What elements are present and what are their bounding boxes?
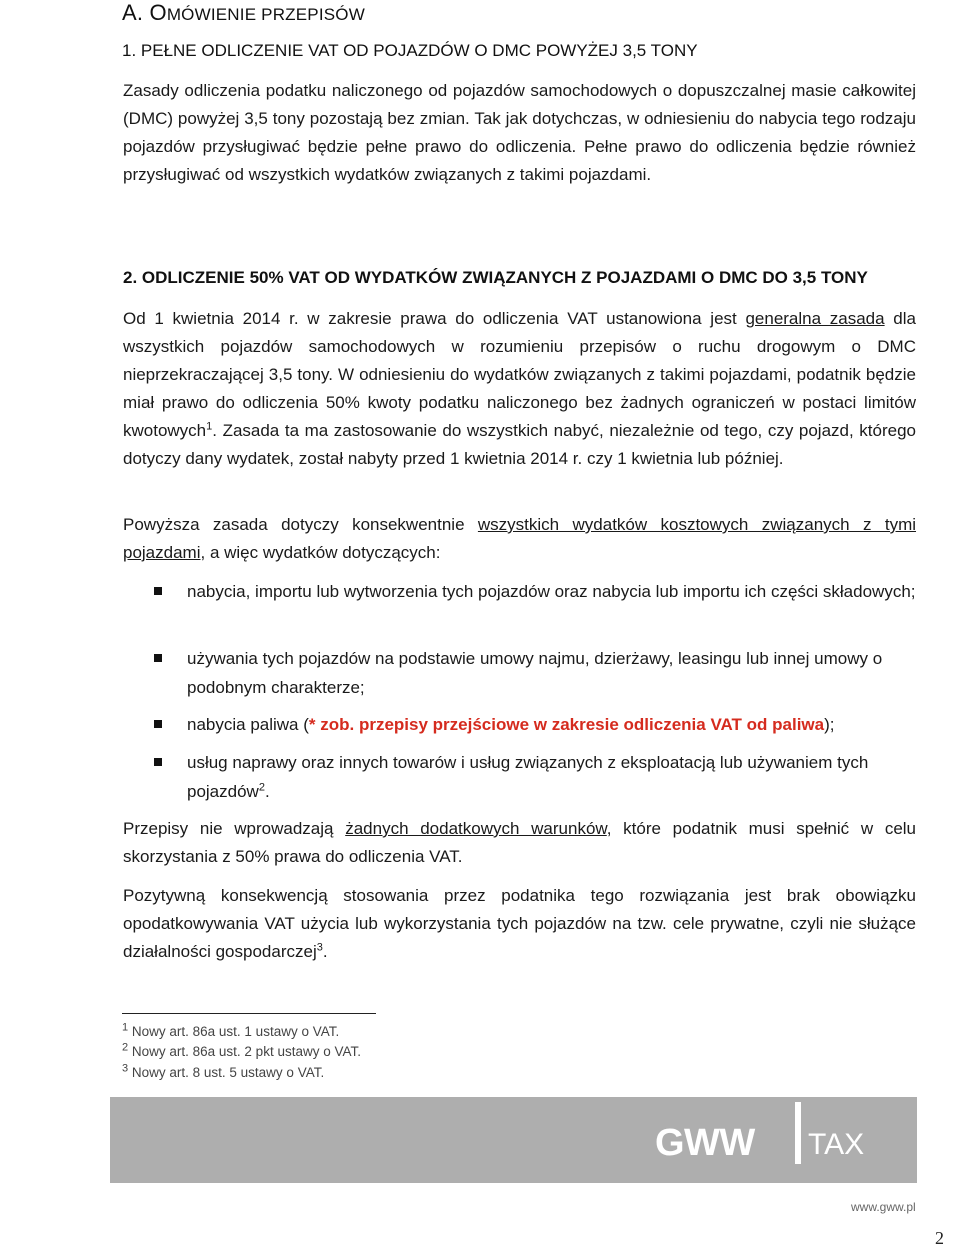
main-heading-prefix: A. O (122, 0, 167, 25)
gww-tax-logo (655, 1102, 881, 1162)
footnote-ref-2: 2 (258, 781, 265, 794)
main-heading-rest: MÓWIENIE PRZEPISÓW (166, 5, 365, 24)
bullet-square-icon (154, 654, 162, 662)
bullet-square-icon (154, 758, 162, 766)
footnote-3: $^3$ Nowy art. 8 ust. 5 ustawy o VAT. (122, 1062, 325, 1080)
section2-paragraph-4: Pozytywną konsekwencją stosowania przez podatnika tego rozwiązania jest brak obowiązku opodatkowywania VAT użycia lub wykorzystania tych pojazdów na tzw. cele prywatne, czyli nie służące działalności gospodarczej$^3$. (123, 886, 916, 961)
footnote-divider (122, 1013, 376, 1014)
transitional-provisions-note: * zob. przepisy przejściowe w zakresie odliczenia VAT od paliwa (308, 715, 825, 734)
underlined-text: wszystkich wydatków kosztowych związanych z tymi pojazdami (123, 515, 917, 562)
main-heading (122, 0, 365, 26)
section2-title: 2. ODLICZENIE 50% VAT OD WYDATKÓW ZWIĄZANYCH Z POJAZDAMI O DMC DO 3,5 TONY (123, 268, 868, 287)
footnote-1: $^1$ Nowy art. 86a ust. 1 ustawy o VAT. (122, 1021, 340, 1039)
bullet-square-icon (154, 587, 162, 595)
section1-body: Zasady odliczenia podatku naliczonego od pojazdów samochodowych o dopuszczalnej masie całkowitej (DMC) powyżej 3,5 tony pozostają bez zmian. Tak jak dotychczas, w odniesieniu do nabycia tego rodzaju pojazdów przysługiwać będzie pełne prawo do odliczenia. Pełne prawo do odliczenia będzie również przysługiwać od wszystkich wydatków związanych z takimi pojazdami. (123, 81, 916, 184)
footer-url: www.gww.pl (851, 1200, 916, 1214)
underlined-text: generalna zasada (745, 309, 885, 328)
section2-paragraph-2: Powyższa zasada dotyczy konsekwentnie wszystkich wydatków kosztowych związanych z tymi pojazdami, a więc wydatków dotyczących: (123, 515, 917, 562)
section2-paragraph-3: Przepisy nie wprowadzają żadnych dodatkowych warunków, które podatnik musi spełnić w celu skorzystania z 50% prawa do odliczenia VAT. (123, 819, 917, 866)
logo-tax-text: TAX (808, 1128, 865, 1161)
logo-gww-text: GWW (655, 1122, 755, 1164)
footnote-2: $^2$ Nowy art. 86a ust. 2 pkt ustawy o VAT. (122, 1041, 361, 1059)
section2-paragraph-1: Od 1 kwietnia 2014 r. w zakresie prawa do odliczenia VAT ustanowiona jest generalna zasada dla wszystkich pojazdów samochodowych w rozumieniu przepisów o ruchu drogowym o DMC nieprzekraczającej 3,5 tony. W odniesieniu do wydatków związanych z takimi pojazdami, podatnik będzie miał prawo do odliczenia 50% kwoty podatku naliczonego bez żadnych ograniczeń w postaci limitów kwotowych$^1$. Zasada ta ma zastosowanie do wszystkich nabyć, niezależnie od tego, czy pojazd, którego dotyczy dany wydatek, został nabyty przed 1 kwietnia 2014 r. czy 1 kwietnia lub później. (123, 309, 916, 468)
section1-title: 1. PEŁNE ODLICZENIE VAT OD POJAZDÓW O DMC POWYŻEJ 3,5 TONY (122, 41, 698, 60)
logo-divider (795, 1102, 801, 1164)
bullet-square-icon (154, 720, 162, 728)
page-number: 2 (935, 1228, 944, 1248)
underlined-text: żadnych dodatkowych warunków (345, 819, 607, 838)
footnote-ref-1: 1 (206, 420, 213, 433)
footnote-ref-3: 3 (316, 941, 323, 954)
